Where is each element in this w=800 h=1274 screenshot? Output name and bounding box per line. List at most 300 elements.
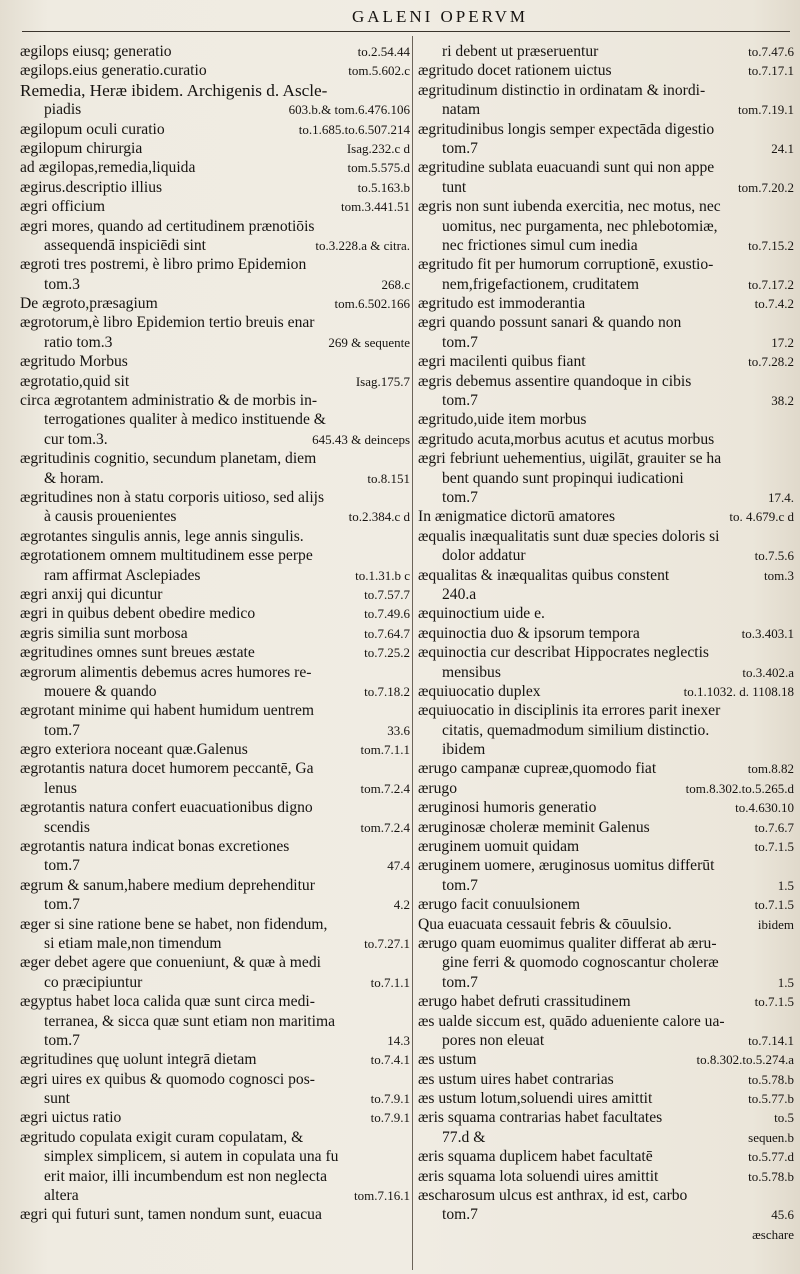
index-entry (418, 663, 794, 682)
entry-reference: to.7.17.2 (748, 276, 794, 292)
entry-text: ægritudine sublata euacuandi sunt qui non appe (418, 159, 715, 177)
entry-reference: 14.3 (387, 1032, 410, 1048)
entry-text: æruginosi humoris generatio (418, 799, 597, 817)
entry-text: lenus (44, 779, 77, 797)
entry-text: æris squama contrarias habet facultates (418, 1109, 663, 1127)
index-entry (20, 1167, 410, 1186)
entry-text: bent quando sunt propinqui iudicationi (442, 469, 684, 487)
entry-text: ægri officium (20, 198, 106, 216)
entry-text: ægritudinibus longis semper expectāda digestio (418, 120, 715, 138)
index-entry (418, 585, 794, 604)
entry-reference: to.1.31.b c (355, 567, 410, 583)
index-entry (20, 798, 410, 817)
entry-text: ægritudo est immoderantia (418, 295, 586, 313)
index-entry (20, 876, 410, 895)
entry-text: ægris similia sunt morbosa (20, 624, 188, 642)
entry-text: ægritudines quę uolunt integrā dietam (20, 1051, 257, 1069)
index-entry (418, 372, 794, 391)
entry-text: æruginem uomuit quidam (418, 838, 580, 856)
index-entry (418, 973, 794, 992)
index-entry (418, 120, 794, 139)
entry-reference: to.2.384.c d (348, 509, 410, 525)
entry-reference: to.7.64.7 (364, 625, 410, 641)
entry-text: æs ustum (418, 1051, 477, 1069)
entry-text: erit maior, illi incumbendum est non neglecta (44, 1167, 328, 1185)
entry-text: sunt (44, 1090, 70, 1108)
entry-text: ægritudines non à statu corporis uitioso, sed alijs (20, 488, 325, 506)
index-entry (418, 255, 794, 274)
index-entry (20, 1089, 410, 1108)
index-entry (20, 1128, 410, 1147)
index-entry (20, 585, 410, 604)
entry-text: tom.7 (442, 392, 478, 410)
entry-text: æquinoctia duo & ipsorum tempora (418, 624, 640, 642)
entry-reference: 4.2 (393, 897, 410, 913)
index-entry (418, 721, 794, 740)
entry-reference: tom.3.441.51 (341, 199, 410, 215)
right-column (418, 42, 794, 1244)
index-entry (20, 236, 410, 255)
index-entry (20, 682, 410, 701)
index-entry (20, 1186, 410, 1205)
entry-text: ægrorum alimentis debemus acres humores re- (20, 663, 312, 681)
index-entry (418, 1128, 794, 1147)
index-entry (418, 915, 794, 934)
entry-reference: ibidem (757, 916, 794, 932)
index-entry (418, 682, 794, 701)
entry-text: simplex simplicem, si autem in copulata una fu (44, 1148, 339, 1166)
entry-text: tom.7 (442, 488, 478, 506)
entry-reference: to.5.163.b (357, 179, 410, 195)
index-entry (418, 469, 794, 488)
index-entry (418, 624, 794, 643)
index-entry (20, 158, 410, 177)
index-entry (20, 701, 410, 720)
entry-text: ærugo habet defruti crassitudinem (418, 993, 631, 1011)
entry-text: ri debent ut præseruentur (442, 43, 599, 60)
entry-text: ægilopum chirurgia (20, 139, 143, 157)
entry-reference: to.7.27.1 (364, 935, 410, 951)
entry-text: ægrotantis natura indicat bonas excretiones (20, 838, 290, 856)
entry-text: ægilops.eius generatio.curatio (20, 62, 207, 80)
index-entry (20, 352, 410, 371)
entry-text: assequendā inspiciēdi sint (44, 236, 206, 254)
entry-text: ægilops eiusq; generatio (20, 43, 172, 60)
index-entry (418, 488, 794, 507)
entry-reference: to.7.17.1 (748, 63, 794, 79)
index-entry (20, 818, 410, 837)
index-entry (418, 1108, 794, 1127)
entry-text: ægrotant minime qui habent humidum uentrem (20, 702, 315, 720)
entry-reference: to.3.402.a (742, 664, 794, 680)
entry-text: tom.7 (442, 1206, 478, 1224)
entry-text: ægri qui futuri sunt, tamen nondum sunt, euacua (20, 1206, 322, 1224)
index-entry (20, 507, 410, 526)
entry-reference: to.7.25.2 (364, 645, 410, 661)
entry-text: ægri uires ex quibus & quomodo cognosci pos- (20, 1070, 315, 1088)
entry-reference: to.1.685.to.6.507.214 (298, 121, 410, 137)
entry-reference: to.7.1.1 (370, 974, 410, 990)
index-entry (20, 527, 410, 546)
entry-reference: 24.1 (771, 140, 794, 156)
entry-reference: to. 4.679.c d (729, 509, 794, 525)
entry-text: ægritudo acuta,morbus acutus et acutus morbus (418, 430, 715, 448)
entry-reference: to.7.5.6 (754, 548, 794, 564)
index-entry (418, 139, 794, 158)
index-entry (20, 469, 410, 488)
entry-text: pores non eleuat (442, 1031, 545, 1049)
index-entry (418, 643, 794, 662)
index-entry (418, 1089, 794, 1108)
entry-reference: to.3.228.a & citra. (315, 237, 410, 253)
entry-text: mouere & quando (44, 682, 157, 700)
index-entry (418, 934, 794, 953)
index-entry (418, 1031, 794, 1050)
index-entry (20, 740, 410, 759)
index-entry (20, 410, 410, 429)
entry-text: ægrotationem omnem multitudinem esse perpe (20, 547, 313, 565)
entry-text: dolor addatur (442, 547, 526, 565)
entry-reference: Isag.232.c d (346, 140, 410, 156)
entry-reference: to.5.78.b (748, 1071, 794, 1087)
entry-text: ægritudo fit per humorum corruptionē, exustio- (418, 256, 714, 274)
index-entry (20, 333, 410, 352)
entry-text: ægirus.descriptio illius (20, 178, 163, 196)
index-entry (418, 294, 794, 313)
entry-reference: 1.5 (777, 974, 794, 990)
index-entry (418, 1186, 794, 1205)
index-entry (418, 876, 794, 895)
index-entry (418, 100, 794, 119)
entry-text: ad ægilopas,remedia,liquida (20, 159, 196, 177)
entry-reference: to.7.14.1 (748, 1032, 794, 1048)
entry-text: æger si sine ratione bene se habet, non fidendum, (20, 915, 328, 933)
entry-reference: 47.4 (387, 858, 410, 874)
entry-text: citatis, quemadmodum similium distinctio. (442, 721, 710, 739)
entry-text: ægritudinum distinctio in ordinatam & inordi- (418, 81, 706, 99)
entry-reference: 1.5 (777, 877, 794, 893)
entry-reference: 45.6 (771, 1207, 794, 1223)
entry-text: ægri in quibus debent obedire medico (20, 605, 256, 623)
entry-text: ægri mores, quando ad certitudinem prænotiōis (20, 217, 315, 235)
index-entry (20, 837, 410, 856)
index-entry (418, 740, 794, 759)
entry-reference: 269 & sequente (328, 334, 410, 350)
entry-text: ærugo (418, 779, 457, 797)
index-entry (418, 1050, 794, 1069)
entry-text: à causis prouenientes (44, 508, 177, 526)
entry-reference: tom.5.575.d (347, 160, 410, 176)
entry-reference: tom.6.502.166 (334, 296, 410, 312)
entry-text: mensibus (442, 663, 501, 681)
index-entry (20, 1205, 410, 1224)
entry-text: ægrotantis natura confert euacuationibus digno (20, 799, 313, 817)
index-entry (418, 818, 794, 837)
entry-reference: tom.8.82 (747, 761, 794, 777)
index-entry (20, 1050, 410, 1069)
index-entry (20, 197, 410, 216)
entry-text: ægritudo copulata exigit curam copulatam, & (20, 1128, 304, 1146)
entry-text: ægri uictus ratio (20, 1109, 122, 1127)
entry-text: 77.d & (442, 1128, 486, 1146)
index-entry (418, 333, 794, 352)
entry-text: ærugo campanæ cupreæ,quomodo fiat (418, 760, 657, 778)
entry-reference: tom.7.19.1 (738, 102, 794, 118)
entry-text: ægrotatio,quid sit (20, 372, 130, 390)
entry-reference: to.7.18.2 (364, 683, 410, 699)
entry-text: tom.7 (442, 333, 478, 351)
index-entry (20, 430, 410, 449)
index-entry (418, 449, 794, 468)
entry-text: æquinoctium uide e. (418, 605, 545, 623)
index-entry (418, 837, 794, 856)
entry-text: & horam. (44, 469, 104, 487)
entry-text: æs ustum lotum,soluendi uires amittit (418, 1090, 653, 1108)
entry-reference: sequen.b (748, 1129, 794, 1145)
entry-text: ægritudinis cognitio, secundum planetam, diem (20, 450, 317, 468)
index-entry (418, 236, 794, 255)
entry-reference: to.3.403.1 (741, 625, 794, 641)
index-entry (418, 1225, 794, 1244)
entry-text: tom.7 (44, 857, 80, 875)
entry-reference: to.7.4.2 (754, 296, 794, 312)
entry-reference: Isag.175.7 (355, 373, 410, 389)
entry-text: ægilopum oculi curatio (20, 120, 165, 138)
entry-text: tom.7 (44, 721, 80, 739)
entry-text: circa ægrotantem administratio & de morbis in- (20, 392, 318, 410)
entry-text: terranea, & sicca quæ sunt etiam non maritima (44, 1012, 335, 1030)
index-entry (418, 604, 794, 623)
index-entry (20, 1108, 410, 1127)
index-entry (20, 1012, 410, 1031)
index-entry (20, 391, 410, 410)
entry-reference: 268.c (381, 276, 410, 292)
column-divider (412, 36, 413, 1270)
index-entry (418, 527, 794, 546)
entry-text: ægri macilenti quibus fiant (418, 353, 586, 371)
entry-reference: tom.3 (764, 567, 794, 583)
entry-text: æris squama duplicem habet facultatē (418, 1148, 653, 1166)
index-entry (418, 42, 794, 61)
index-entry (418, 701, 794, 720)
index-entry (20, 178, 410, 197)
entry-text: æger debet agere que conueniunt, & quæ à medi (20, 954, 321, 972)
entry-text: ram affirmat Asclepiades (44, 566, 201, 584)
entry-text: piadis (44, 101, 82, 119)
index-entry (20, 915, 410, 934)
entry-text: ratio tom.3 (44, 333, 113, 351)
index-entry (20, 546, 410, 565)
index-entry (418, 953, 794, 972)
index-entry (20, 120, 410, 139)
entry-text: ibidem (442, 741, 486, 759)
entry-reference: to.1.1032. d. 1108.18 (683, 683, 794, 699)
entry-reference: to.7.15.2 (748, 237, 794, 253)
entry-text: tom.7 (44, 1031, 80, 1049)
index-entry (418, 410, 794, 429)
entry-text: tunt (442, 178, 467, 196)
index-entry (418, 566, 794, 585)
entry-reference: to.7.47.6 (748, 44, 794, 59)
entry-reference: tom.7.1.1 (360, 742, 410, 758)
entry-reference: to.4.630.10 (735, 800, 794, 816)
index-entry (20, 81, 410, 100)
entry-reference: to.7.49.6 (364, 606, 410, 622)
entry-text: ægri anxij qui dicuntur (20, 585, 163, 603)
index-entry (418, 158, 794, 177)
index-entry (418, 1012, 794, 1031)
index-entry (418, 275, 794, 294)
index-entry (20, 643, 410, 662)
entry-text: ægri quando possunt sanari & quando non (418, 314, 682, 332)
entry-text: æruginosæ choleræ meminit Galenus (418, 818, 650, 836)
entry-text: gine ferri & quomodo cognoscantur choleræ (442, 954, 719, 972)
index-entry (20, 61, 410, 80)
entry-text: 240.a (442, 585, 477, 603)
left-column (20, 42, 410, 1225)
index-entry (20, 566, 410, 585)
index-entry (418, 61, 794, 80)
index-entry (20, 856, 410, 875)
entry-text: ægri febriunt uehementius, uigilāt, grauiter se ha (418, 450, 722, 468)
entry-reference: tom.7.16.1 (354, 1188, 410, 1204)
entry-text: altera (44, 1187, 79, 1205)
index-entry (418, 1167, 794, 1186)
index-entry (20, 604, 410, 623)
entry-text: nec frictiones simul cum inedia (442, 236, 638, 254)
index-entry (20, 1031, 410, 1050)
entry-text: ægro exteriora noceant quæ.Galenus (20, 741, 248, 759)
entry-text: ægroti tres postremi, è libro primo Epidemion (20, 256, 307, 274)
index-entry (20, 1070, 410, 1089)
index-entry (418, 992, 794, 1011)
index-entry (418, 759, 794, 778)
running-header (0, 2, 800, 32)
entry-text: ægrum & sanum,habere medium deprehenditur (20, 876, 315, 894)
entry-text: ægyptus habet loca calida quæ sunt circa medi- (20, 993, 315, 1011)
entry-text: si etiam male,non timendum (44, 934, 222, 952)
entry-text: ægritudo docet rationem uictus (418, 62, 612, 80)
index-entry (418, 895, 794, 914)
entry-reference: tom.7.20.2 (738, 179, 794, 195)
index-entry (20, 721, 410, 740)
index-entry (418, 197, 794, 216)
index-entry (20, 759, 410, 778)
index-entry (20, 1147, 410, 1166)
entry-reference: 645.43 & deinceps (312, 431, 410, 447)
entry-reference: 38.2 (771, 393, 794, 409)
entry-reference: 17.2 (771, 334, 794, 350)
index-entry (418, 779, 794, 798)
entry-text: cur tom.3. (44, 430, 108, 448)
index-entry (20, 42, 410, 61)
entry-text: natam (442, 101, 481, 119)
index-entry (20, 895, 410, 914)
index-entry (20, 139, 410, 158)
index-entry (20, 217, 410, 236)
entry-text: æris squama lota soluendi uires amittit (418, 1167, 659, 1185)
index-entry (20, 488, 410, 507)
entry-text: terrogationes qualiter à medico instituende & (44, 411, 326, 429)
index-entry (20, 372, 410, 391)
index-entry (418, 507, 794, 526)
index-entry (418, 391, 794, 410)
entry-reference: tom.8.302.to.5.265.d (685, 780, 794, 796)
index-entry (20, 449, 410, 468)
index-entry (20, 973, 410, 992)
entry-text: scendis (44, 818, 90, 836)
index-entry (418, 178, 794, 197)
entry-reference: tom.5.602.c (348, 63, 410, 79)
index-entry (20, 624, 410, 643)
entry-text: æs ualde siccum est, quādo adueniente calore ua- (418, 1012, 725, 1030)
entry-text: æqualis inæqualitatis sunt duæ species doloris si (418, 527, 720, 545)
index-entry (418, 81, 794, 100)
entry-reference: 33.6 (387, 722, 410, 738)
entry-text: Remedia, Heræ ibidem. Archigenis d. Ascle- (20, 80, 328, 100)
index-entry (20, 992, 410, 1011)
entry-reference: to.7.4.1 (370, 1052, 410, 1068)
entry-reference: to.7.9.1 (370, 1091, 410, 1107)
entry-text: uomitus, nec purgamenta, nec phlebotomiæ, (442, 217, 718, 235)
entry-text: ægris debemus assentire quandoque in cibis (418, 372, 692, 390)
entry-text: De ægroto,præsagium (20, 295, 158, 313)
entry-text: nem,frigefactionem, cruditatem (442, 275, 640, 293)
entry-text: ægritudines omnes sunt breues æstate (20, 644, 255, 662)
entry-reference: to.7.9.1 (370, 1110, 410, 1126)
entry-reference: to.2.54.44 (357, 44, 410, 59)
index-entry (418, 798, 794, 817)
entry-reference: to.7.1.5 (754, 994, 794, 1010)
entry-reference: to.5 (774, 1110, 794, 1126)
entry-reference: to.7.28.2 (748, 354, 794, 370)
index-entry (20, 663, 410, 682)
index-entry (418, 546, 794, 565)
entry-text: æquinoctia cur describat Hippocrates neglectis (418, 644, 709, 662)
entry-reference: tom.7.2.4 (360, 780, 410, 796)
index-entry (20, 100, 410, 119)
entry-text: ærugo facit conuulsionem (418, 896, 580, 914)
entry-text: co præcipiuntur (44, 973, 143, 991)
header-title: GALENI OPERVM (352, 7, 528, 26)
entry-reference: to.7.6.7 (754, 819, 794, 835)
index-entry (20, 294, 410, 313)
index-entry (418, 313, 794, 332)
index-entry (20, 275, 410, 294)
index-entry (418, 1147, 794, 1166)
index-entry (418, 1070, 794, 1089)
index-entry (20, 255, 410, 274)
entry-text: In ænigmatice dictorū amatores (418, 508, 616, 526)
entry-reference: to.7.57.7 (364, 586, 410, 602)
entry-text: ærugo quam euomimus qualiter differat ab æru- (418, 934, 717, 952)
entry-reference: to.5.78.b (748, 1168, 794, 1184)
index-entry (418, 856, 794, 875)
entry-text: ægrotantis natura docet humorem peccantē, Ga (20, 760, 314, 778)
entry-text: æquiuocatio duplex (418, 682, 541, 700)
entry-reference: tom.7.2.4 (360, 819, 410, 835)
entry-text: æquiuocatio in disciplinis ita errores parit inexer (418, 702, 721, 720)
entry-text: ægris non sunt iubenda exercitia, nec motus, nec (418, 198, 721, 216)
index-entry (418, 352, 794, 371)
entry-reference: to.7.1.5 (754, 839, 794, 855)
index-entry (418, 1205, 794, 1224)
entry-reference: to.7.1.5 (754, 897, 794, 913)
entry-text: æruginem uomere, æruginosus uomitus differūt (418, 857, 715, 875)
index-entry (20, 313, 410, 332)
entry-text: tom.7 (442, 876, 478, 894)
entry-reference: 603.b.& tom.6.476.106 (288, 102, 410, 118)
